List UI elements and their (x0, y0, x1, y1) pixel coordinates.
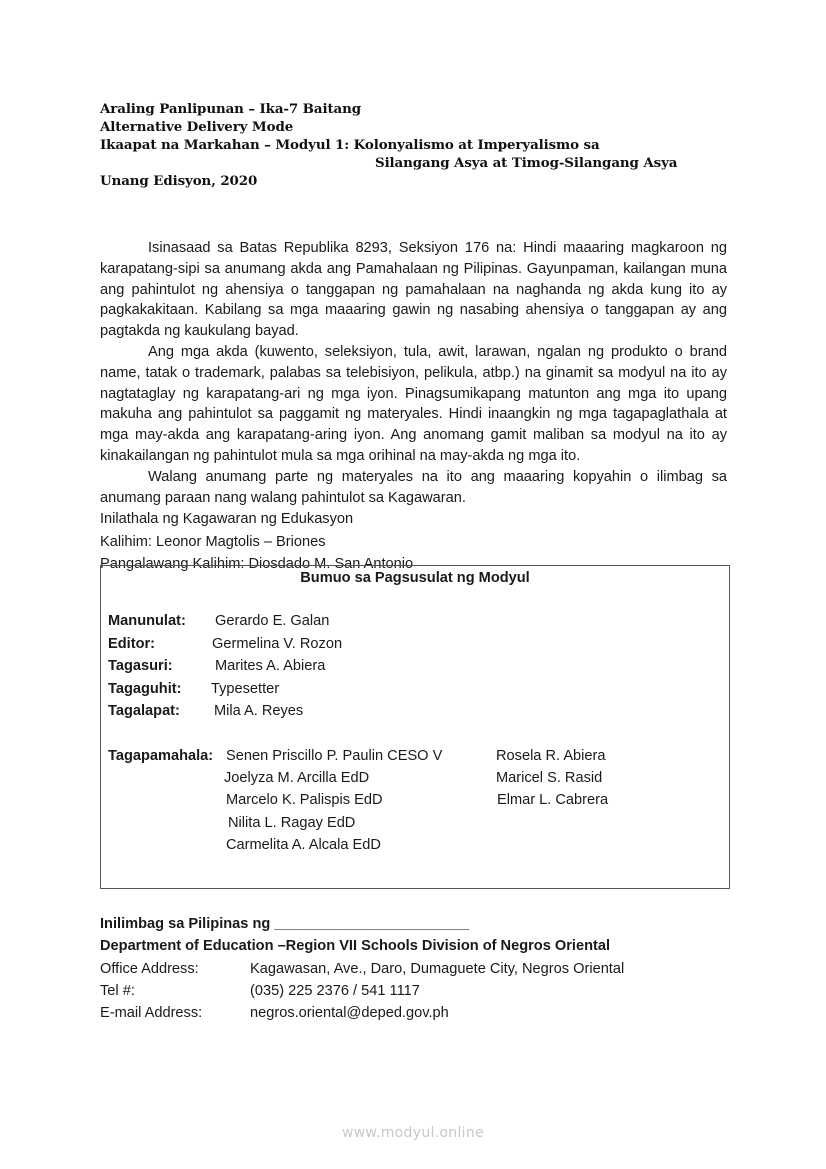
contact-label: Tel #: (100, 982, 135, 999)
publisher-line: Inilathala ng Kagawaran ng Edukasyon (100, 511, 354, 528)
manager-name: Nilita L. Ragay EdD (228, 815, 356, 831)
contact-telephone (100, 980, 610, 1002)
management-label: Tagapamahala: (108, 748, 214, 764)
document-header (100, 100, 677, 190)
contact-email (100, 1002, 610, 1024)
secretary-line: Kalihim: Leonor Magtolis – Briones (100, 533, 326, 550)
manager-name: Elmar L. Cabrera (497, 792, 609, 808)
role-row-editor (108, 633, 343, 655)
module-title-continued: Silangang Asya at Timog-Silangang Asya (375, 155, 678, 171)
delivery-mode: Alternative Delivery Mode (100, 119, 294, 135)
role-label: Editor: (108, 636, 156, 652)
publication-info (100, 913, 625, 1024)
credits-box (100, 565, 730, 889)
role-name: Marites A. Abiera (215, 658, 326, 674)
role-name: Mila A. Reyes (214, 703, 304, 719)
role-row-reviewer (108, 655, 326, 677)
role-name: Germelina V. Rozon (212, 636, 343, 652)
undersecretary-line: Pangalawang Kalihim: Diosdado M. San Antonio (100, 555, 414, 572)
manager-name: Senen Priscillo P. Paulin CESO V (226, 748, 443, 764)
manager-name: Marcelo K. Palispis EdD (226, 792, 383, 808)
role-row-writer (108, 610, 330, 632)
role-label: Manunulat: (108, 613, 186, 629)
copyright-paragraph-1: Isinasaad sa Batas Republika 8293, Seksiyon 176 na: Hindi maaaring magkaroon ng karapatang-sipi sa anumang akda ang Pamahalaan ng Pilipinas. Gayunpaman, kailangan muna ang pahintulot ng ahensiya o tanggapan ng pamahalaan na naghanda ng akda kung ito ay pagkakakitaan. Kabilang sa mga maaaring gawin ng nasabing ahensiya o tanggapan ay ang pagtakda ng kaukulang bayad. (100, 240, 727, 340)
manager-name: Maricel S. Rasid (496, 770, 603, 786)
role-label: Tagasuri: (108, 658, 173, 674)
manager-name: Carmelita A. Alcala EdD (226, 837, 381, 853)
contact-value[interactable]: negros.oriental@deped.gov.ph (250, 1005, 449, 1022)
contact-label: E-mail Address: (100, 1005, 203, 1022)
copyright-paragraph-2: Ang mga akda (kuwento, seleksiyon, tula, awit, larawan, ngalan ng produkto o brand name, tatak o trademark, palabas sa telebisiyon, pelikula, atbp.) na ginamit sa modyul na ito ay nagtataglay ng karapatang-ari ng mga iyon. Pinagsumikapang matunton ang mga ito upang makuha ang pahintulot sa paggamit ng materyales. Hindi inaangkin ng mga tagapaglathala at mga may-akda ang karapatang-aring iyon. Ang anomang gamit maliban sa modyul na ito ay kinakailangan ng pahintulot mula sa mga orihinal na may-akda ng mga ito. (100, 343, 727, 464)
credits-title: Bumuo sa Pagsusulat ng Modyul (300, 570, 530, 586)
role-label: Tagaguhit: (108, 681, 182, 697)
contact-value: Kagawasan, Ave., Daro, Dumaguete City, Negros Oriental (250, 960, 625, 977)
copyright-paragraph-3: Walang anumang parte ng materyales na ito ang maaaring kopyahin o ilimbag sa anumang paraan nang walang pahintulot sa Kagawaran. (100, 468, 727, 506)
module-title: Ikaapat na Markahan – Modyul 1: Kolonyalismo at Imperyalismo sa (100, 137, 600, 153)
printed-in-line: Inilimbag sa Pilipinas ng ________________________ (100, 916, 470, 932)
role-label: Tagalapat: (108, 703, 180, 719)
department-line: Department of Education –Region VII Schools Division of Negros Oriental (100, 938, 611, 955)
manager-name: Joelyza M. Arcilla EdD (224, 770, 370, 786)
role-row-layout-artist (108, 700, 304, 722)
website-watermark: www.modyul.online (342, 1125, 484, 1141)
copyright-notice (100, 238, 727, 575)
role-row-illustrator (108, 678, 280, 700)
manager-name: Rosela R. Abiera (496, 748, 606, 764)
role-name: Gerardo E. Galan (215, 613, 330, 629)
role-name: Typesetter (211, 681, 280, 697)
subject-grade: Araling Panlipunan – Ika-7 Baitang (100, 101, 362, 117)
edition: Unang Edisyon, 2020 (100, 173, 258, 189)
contact-value: (035) 225 2376 / 541 1117 (250, 982, 420, 999)
contact-office-address (100, 958, 625, 980)
contact-label: Office Address: (100, 960, 199, 977)
